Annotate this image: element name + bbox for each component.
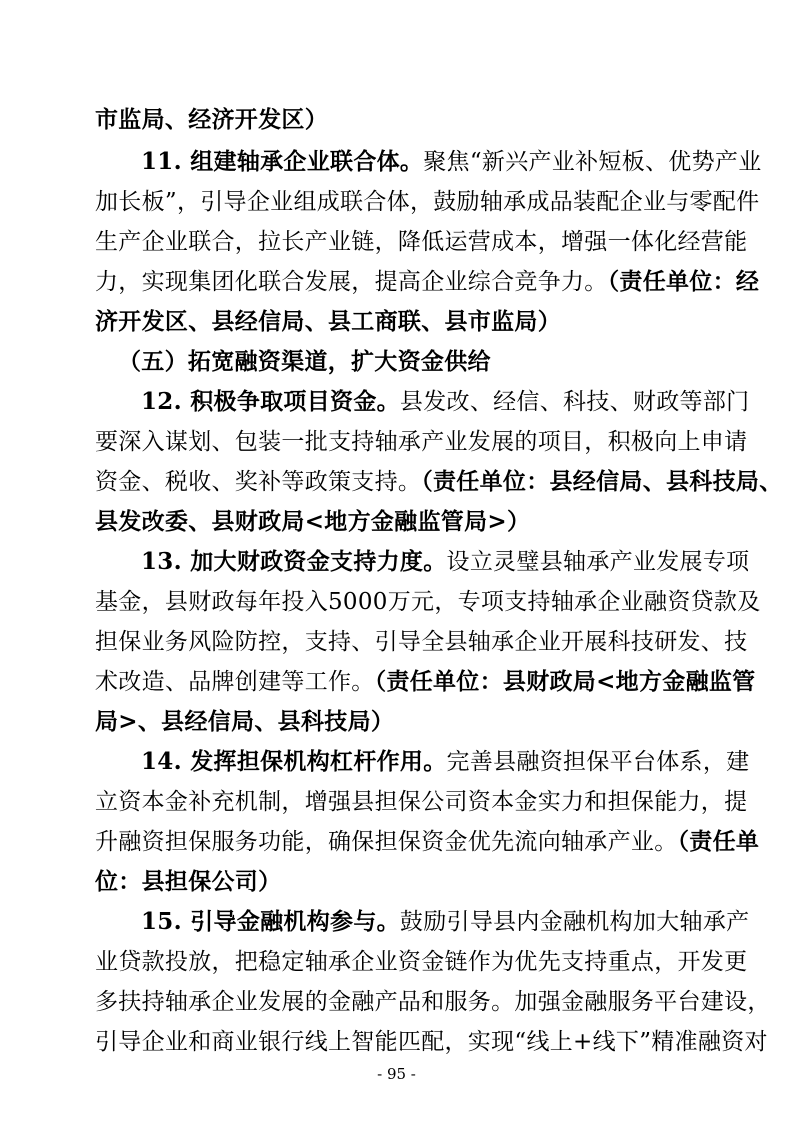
line-part: 加长板”，引导企业组成联合体，鼓励轴承成品装配企业与零配件 — [95, 189, 760, 215]
item-title: 15. 引导金融机构参与。 — [141, 908, 400, 935]
line-part: 引导企业和商业银行线上智能匹配，实现“线上+线下”精准融资对 — [95, 1029, 768, 1055]
item-title: 12. 积极争取项目资金。 — [141, 388, 400, 415]
responsibility-text: 局>、县经信局、县科技局） — [95, 708, 395, 735]
text-line — [95, 584, 761, 620]
text-line — [95, 624, 748, 660]
text-line — [95, 704, 699, 740]
text-line — [95, 102, 699, 138]
section-title: （五）拓宽融资渠道，扩大资金供给 — [118, 348, 491, 375]
responsibility-text: 县发改委、县财政局<地方金融监管局>） — [95, 508, 531, 535]
section-heading — [118, 344, 699, 380]
text-line — [95, 424, 748, 460]
page-number: - 95 - — [377, 1065, 416, 1083]
line-part: 要深入谋划、包装一批支持轴承产业发展的项目，积极向上申请 — [95, 429, 748, 455]
line-part: 立资本金补充机制，增强县担保公司资本金实力和担保能力，提 — [95, 789, 748, 815]
text-line — [95, 984, 771, 1020]
line-part: 生产企业联合，拉长产业链，降低运营成本，增强一体化经营能 — [95, 229, 748, 255]
text-line — [95, 184, 760, 220]
line-part: 担保业务风险防控，支持、引导全县轴承企业开展科技研发、技 — [95, 629, 748, 655]
line-part: 多扶持轴承企业发展的金融产品和服务。加强金融服务平台建设， — [95, 989, 771, 1015]
text-line — [95, 864, 699, 900]
line-part: 力，实现集团化联合发展，提高企业综合竞争力。 — [95, 269, 608, 295]
item-15-heading-line — [141, 904, 750, 940]
responsibility-text: 济开发区、县经信局、县工商联、县市监局） — [95, 308, 561, 335]
line-part: 基金，县财政每年投入5000万元，专项支持轴承企业融资贷款及 — [95, 589, 761, 615]
line-part: 资金、税收、奖补等政策支持。 — [95, 469, 422, 495]
item-title: 11. 组建轴承企业联合体。 — [141, 148, 424, 175]
item-14-heading-line — [141, 744, 750, 780]
text-line — [95, 664, 756, 700]
text-line — [95, 504, 699, 540]
text-line — [95, 264, 760, 300]
line-part: 聚焦“新兴产业补短板、优势产业 — [423, 149, 762, 175]
text-line — [95, 304, 699, 340]
line-part: 鼓励引导县内金融机构加大轴承产 — [399, 909, 750, 935]
text-line — [95, 464, 783, 500]
item-13-heading-line — [141, 544, 750, 580]
line-part: 业贷款投放，把稳定轴承企业资金链作为优先支持重点，开发更 — [95, 949, 748, 975]
responsibility-text: （责任单 — [677, 828, 760, 855]
line-part: 县发改、经信、科技、财政等部门 — [399, 389, 750, 415]
text-line — [95, 824, 760, 860]
item-12-heading-line — [141, 384, 750, 420]
item-title: 14. 发挥担保机构杠杆作用。 — [141, 748, 447, 775]
responsibility-text: （责任单位：县经信局、县科技局、 — [421, 468, 783, 495]
text-line — [95, 1024, 768, 1060]
text-line — [95, 784, 748, 820]
line-part: 术改造、品牌创建等工作。 — [95, 669, 375, 695]
line-part: 升融资担保服务功能，确保担保资金优先流向轴承产业。 — [95, 829, 678, 855]
line-part: 完善县融资担保平台体系，建 — [446, 749, 750, 775]
text-line — [95, 224, 748, 260]
item-title: 13. 加大财政资金支持力度。 — [141, 548, 447, 575]
responsibility-text: 位：县担保公司） — [95, 868, 282, 895]
line-part: 市监局、经济开发区） — [95, 106, 328, 133]
responsibility-text: （责任单位：县财政局<地方金融监管 — [374, 668, 756, 695]
item-11-heading-line — [141, 144, 762, 180]
responsibility-text: （责任单位：经 — [607, 268, 760, 295]
text-line — [95, 944, 748, 980]
line-part: 设立灵璧县轴承产业发展专项 — [446, 549, 750, 575]
